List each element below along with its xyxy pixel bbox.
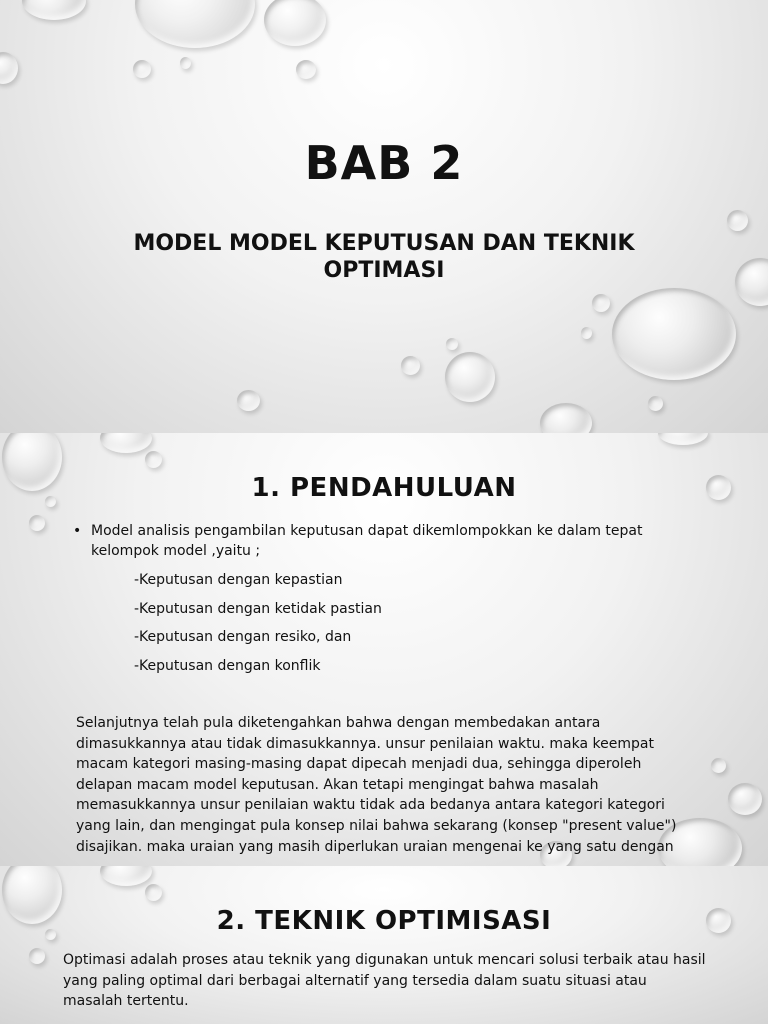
decision-type-list [134, 570, 382, 685]
list-item: -Keputusan dengan konflik [134, 658, 321, 675]
title-slide [0, 0, 768, 433]
water-drop [727, 210, 748, 231]
water-drop [145, 884, 162, 901]
water-drop [612, 288, 736, 380]
water-drop [29, 948, 45, 964]
section-heading: 2. TEKNIK OPTIMISASI [216, 906, 552, 936]
water-drop [135, 0, 255, 48]
water-drop [445, 352, 495, 402]
water-drop [133, 60, 151, 78]
list-item: -Keputusan dengan kepastian [134, 572, 343, 588]
water-drop [592, 294, 610, 312]
section-heading: 1. PENDAHULUAN [251, 473, 517, 503]
bullet-marker: • [73, 523, 82, 539]
water-drop [581, 327, 592, 339]
water-drop [180, 57, 191, 69]
water-drop [728, 783, 762, 815]
water-drop [22, 0, 86, 20]
water-drop [401, 356, 420, 375]
bullet-point [75, 521, 685, 561]
list-item: -Keputusan dengan ketidak pastian [134, 600, 382, 617]
pendahuluan-slide [0, 433, 768, 866]
water-drop [735, 258, 768, 306]
body-paragraph: Selanjutnya telah pula diketengahkan bahwa dengan membedakan antara dimasukkannya atau tidak dimasukkannya. unsur penilaian waktu. maka keempat macam kategori masing-masing dapat dipecah menjadi dua, sehingga diperoleh delapan macam model keputusan. Akan tetapi mengingat bahwa masalah memasukkannya unsur penilaian waktu tidak ada bedanya antara kategori kategori yang lain, dan mengingat pula konsep nilai bahwa sekarang (konsep "present value") disajikan. maka uraian yang masih diperlukan uraian mengenai ke yang satu dengan [76, 715, 677, 855]
slide-title: BAB 2 [304, 136, 464, 190]
body-paragraph: Optimasi adalah proses atau teknik yang digunakan untuk mencari solusi terbaik atau hasil yang paling optimal dari berbagai alternatif yang tersedia dalam suatu situasi atau masalah tertentu. [63, 952, 706, 1010]
water-drop [648, 396, 663, 411]
water-drop [658, 433, 708, 445]
bullet-text: Model analisis pengambilan keputusan dapat dikemlompokkan ke dalam tepat kelompok model ,yaitu ; [91, 523, 643, 559]
water-drop [446, 338, 458, 350]
list-item: -Keputusan dengan resiko, dan [134, 629, 352, 646]
water-drop [0, 52, 18, 84]
water-drop [100, 866, 152, 886]
slide-subtitle: MODEL MODEL KEPUTUSAN DAN TEKNIK OPTIMASI [133, 231, 635, 283]
water-drop [264, 0, 326, 46]
water-drop [145, 451, 162, 468]
water-drop [237, 390, 260, 411]
water-drop [540, 403, 592, 433]
water-drop [100, 433, 152, 453]
teknik-optimisasi-slide [0, 866, 768, 1024]
water-drop [29, 515, 45, 531]
water-drop [296, 60, 316, 79]
water-drop [711, 758, 726, 773]
